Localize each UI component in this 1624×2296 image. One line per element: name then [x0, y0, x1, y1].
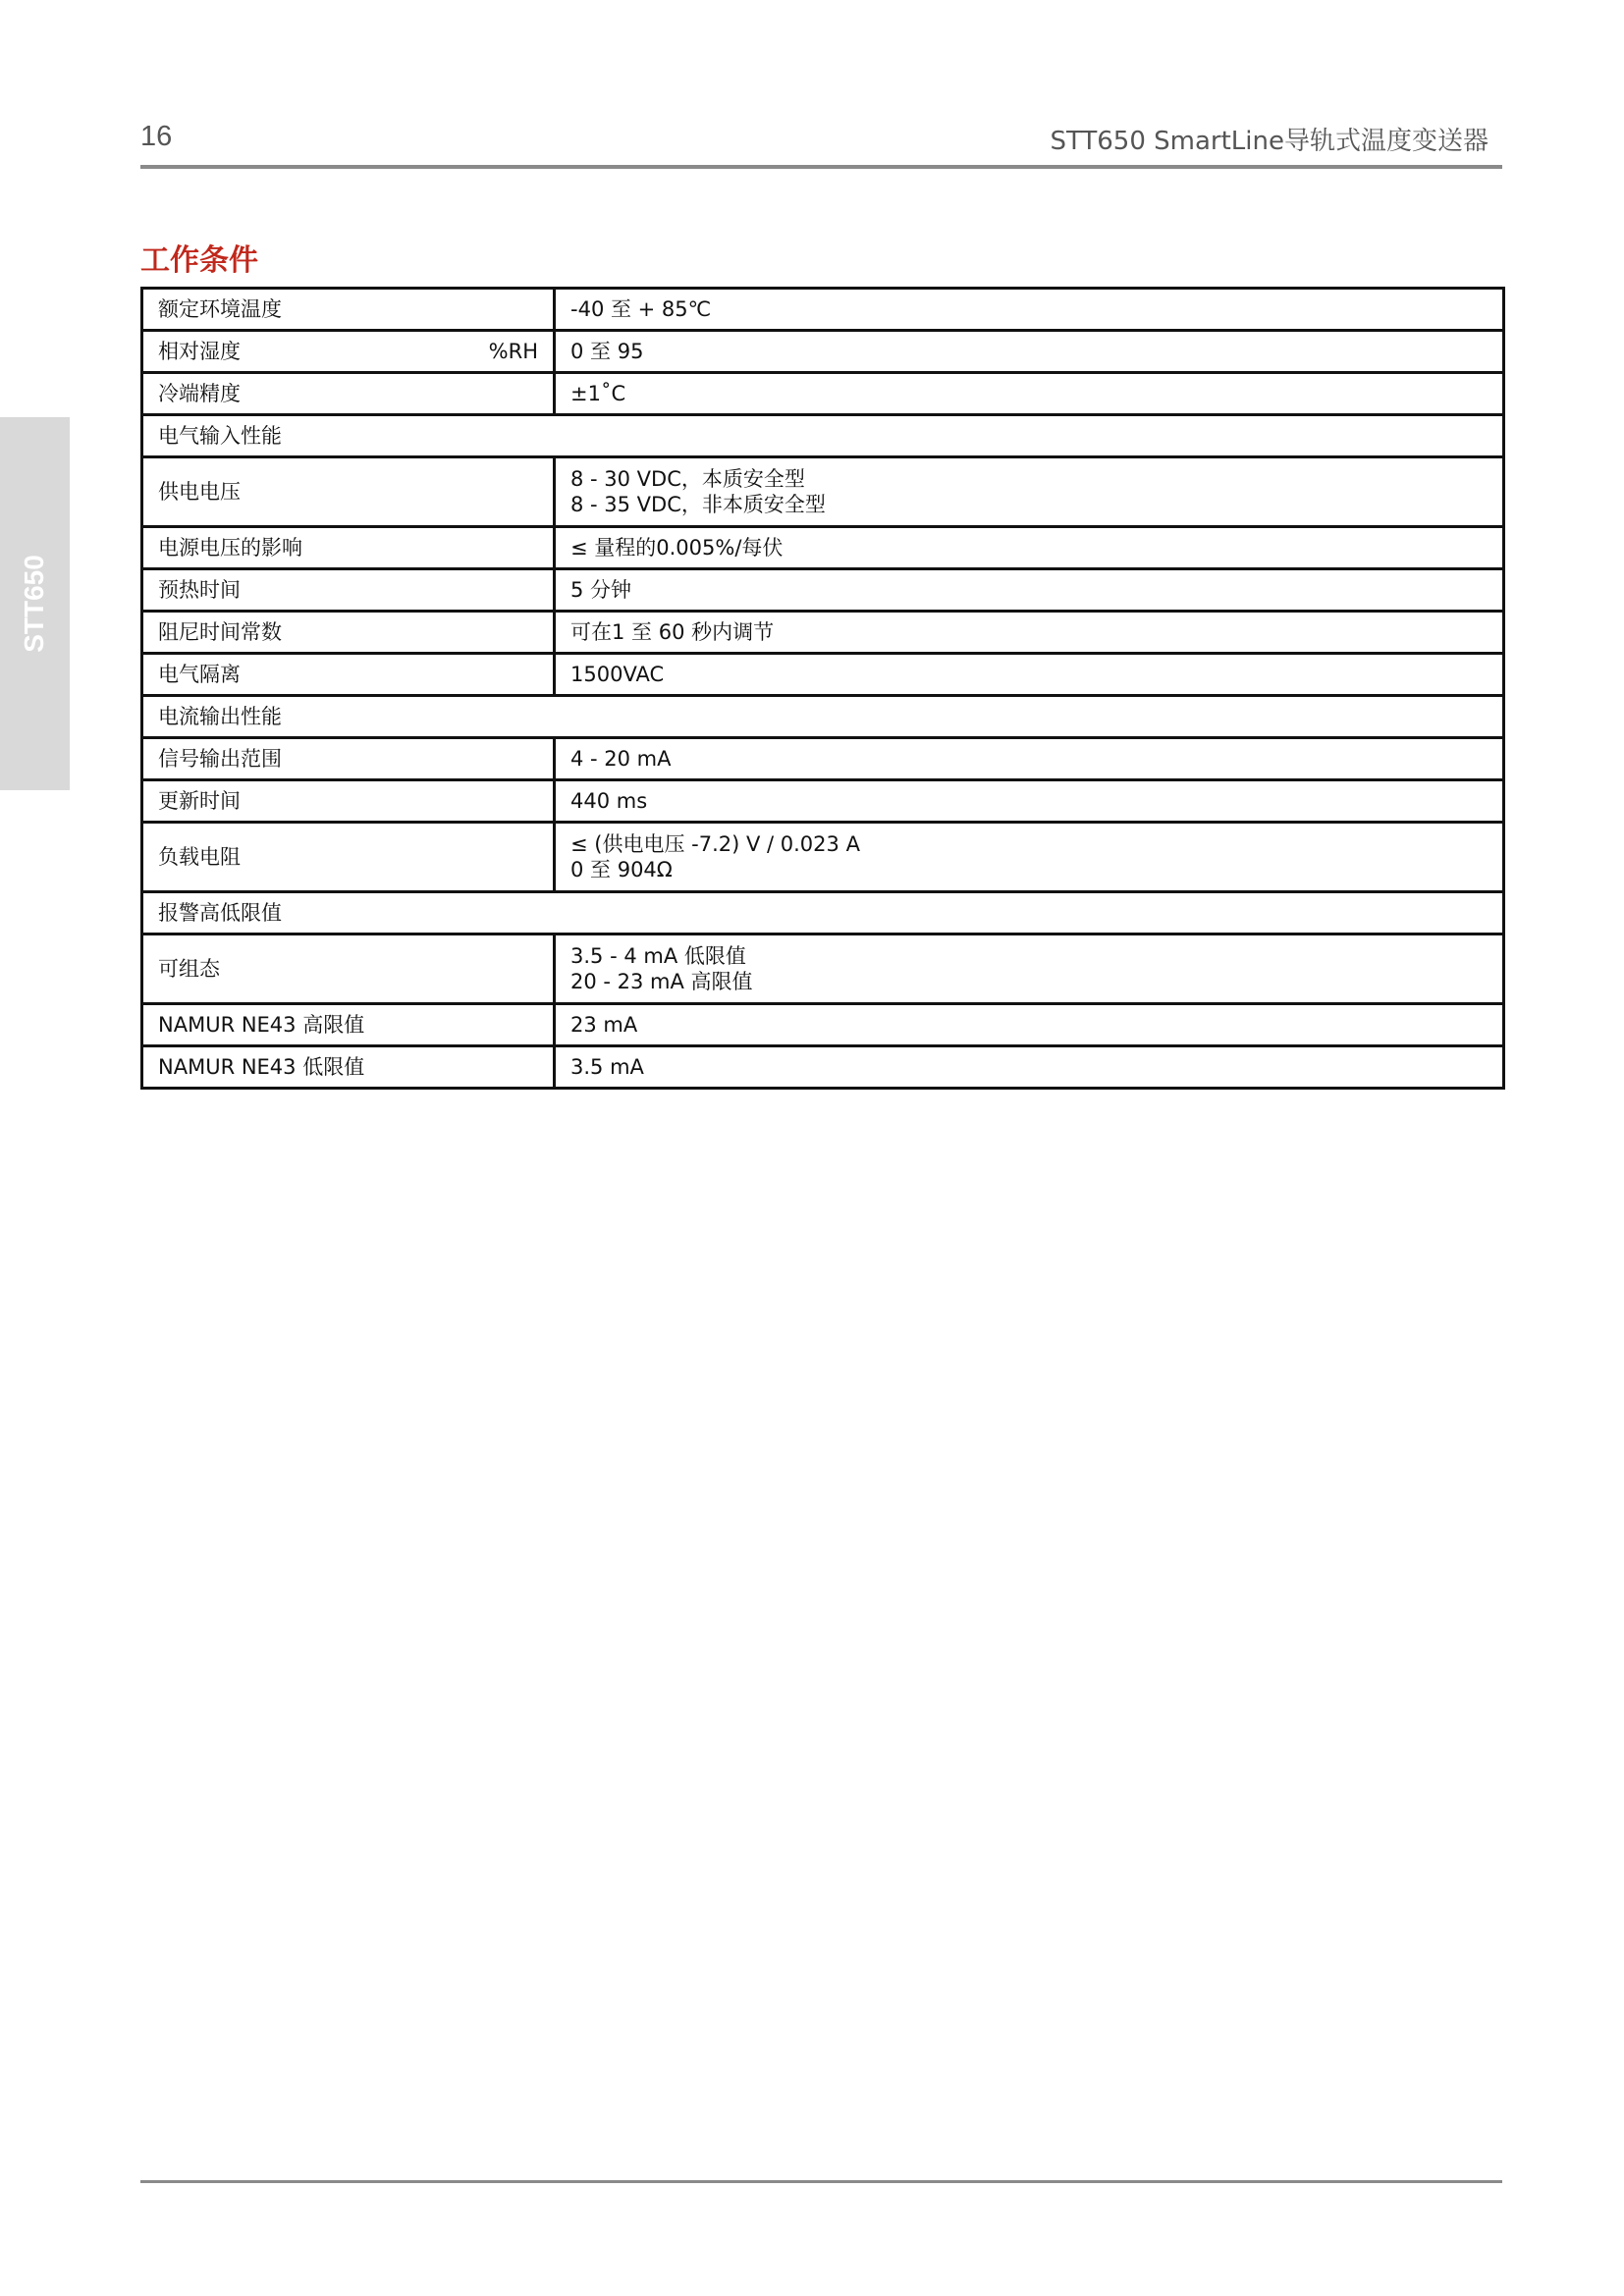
parameter-label: NAMUR NE43 高限值 [158, 1013, 365, 1037]
parameter-cell [142, 331, 555, 373]
value-cell [555, 738, 1504, 780]
value-line: -40 至 + 85℃ [570, 297, 712, 321]
table-section-row [142, 696, 1504, 738]
parameter-cell [142, 1004, 555, 1046]
value-line: 1500VAC [570, 663, 665, 686]
table-row [142, 612, 1504, 654]
value-cell [555, 654, 1504, 696]
table-row [142, 527, 1504, 569]
value-cell [555, 569, 1504, 612]
parameter-cell [142, 934, 555, 1004]
section-label: 电流输出性能 [142, 696, 1504, 738]
parameter-label: 电气隔离 [158, 663, 241, 686]
value-line: 4 - 20 mA [570, 747, 672, 771]
value-line: 可在1 至 60 秒内调节 [570, 620, 775, 644]
value-line: 23 mA [570, 1013, 638, 1037]
value-cell [555, 612, 1504, 654]
parameter-label: 额定环境温度 [158, 297, 282, 321]
parameter-cell [142, 780, 555, 823]
parameter-cell [142, 1046, 555, 1089]
table-row [142, 1004, 1504, 1046]
value-cell [555, 934, 1504, 1004]
value-cell [555, 823, 1504, 892]
table-row [142, 934, 1504, 1004]
parameter-cell [142, 527, 555, 569]
value-cell [555, 1046, 1504, 1089]
parameter-cell [142, 738, 555, 780]
parameter-label: 供电电压 [158, 480, 241, 504]
value-cell [555, 373, 1504, 415]
table-section-row [142, 415, 1504, 457]
value-cell [555, 1004, 1504, 1046]
table-section-row [142, 892, 1504, 934]
parameter-label: 更新时间 [158, 789, 241, 813]
parameter-label: 阻尼时间常数 [158, 620, 282, 644]
parameter-label: 预热时间 [158, 578, 241, 602]
table-row [142, 738, 1504, 780]
parameter-cell [142, 612, 555, 654]
parameter-cell [142, 654, 555, 696]
parameter-cell [142, 823, 555, 892]
footer-divider [140, 2180, 1502, 2183]
parameter-cell [142, 569, 555, 612]
value-line: 3.5 mA [570, 1055, 644, 1079]
table-row [142, 1046, 1504, 1089]
table-row [142, 780, 1504, 823]
value-line: 5 分钟 [570, 578, 632, 602]
value-line: 3.5 - 4 mA 低限值 [570, 944, 746, 968]
specifications-table [140, 287, 1505, 1090]
value-line: 8 - 30 VDC，本质安全型 [570, 467, 805, 491]
table-row [142, 289, 1504, 331]
table-row [142, 823, 1504, 892]
parameter-cell [142, 457, 555, 527]
header-divider [140, 165, 1502, 169]
side-tab-label: STT650 [19, 555, 49, 653]
parameter-label: 相对湿度 [158, 340, 241, 363]
value-line: 0 至 95 [570, 340, 644, 363]
section-label: 电气输入性能 [142, 415, 1504, 457]
value-cell [555, 527, 1504, 569]
parameter-label: 可组态 [158, 957, 220, 981]
table-row [142, 569, 1504, 612]
parameter-label: NAMUR NE43 低限值 [158, 1055, 365, 1079]
table-row [142, 457, 1504, 527]
parameter-cell [142, 373, 555, 415]
value-cell [555, 289, 1504, 331]
section-heading: 工作条件 [140, 243, 258, 278]
parameter-label: 信号输出范围 [158, 747, 282, 771]
document-title: STT650 SmartLine导轨式温度变送器 [1050, 127, 1489, 156]
value-cell [555, 780, 1504, 823]
value-line: 8 - 35 VDC，非本质安全型 [570, 493, 826, 516]
parameter-label: 冷端精度 [158, 382, 241, 405]
value-line: 0 至 904Ω [570, 858, 673, 881]
table-row [142, 654, 1504, 696]
parameter-cell [142, 289, 555, 331]
value-line: ≤ 量程的0.005%/每伏 [570, 536, 784, 560]
value-line: 440 ms [570, 789, 648, 813]
parameter-unit: %RH [488, 340, 538, 363]
parameter-label: 电源电压的影响 [158, 536, 302, 560]
value-line: ±1˚C [570, 382, 626, 405]
page-number: 16 [140, 121, 173, 152]
parameter-label: 负载电阻 [158, 845, 241, 869]
value-line: ≤ (供电电压 -7.2) V / 0.023 A [570, 832, 860, 856]
value-cell [555, 457, 1504, 527]
section-label: 报警高低限值 [142, 892, 1504, 934]
table-row [142, 331, 1504, 373]
value-line: 20 - 23 mA 高限值 [570, 970, 753, 993]
table-row [142, 373, 1504, 415]
value-cell [555, 331, 1504, 373]
